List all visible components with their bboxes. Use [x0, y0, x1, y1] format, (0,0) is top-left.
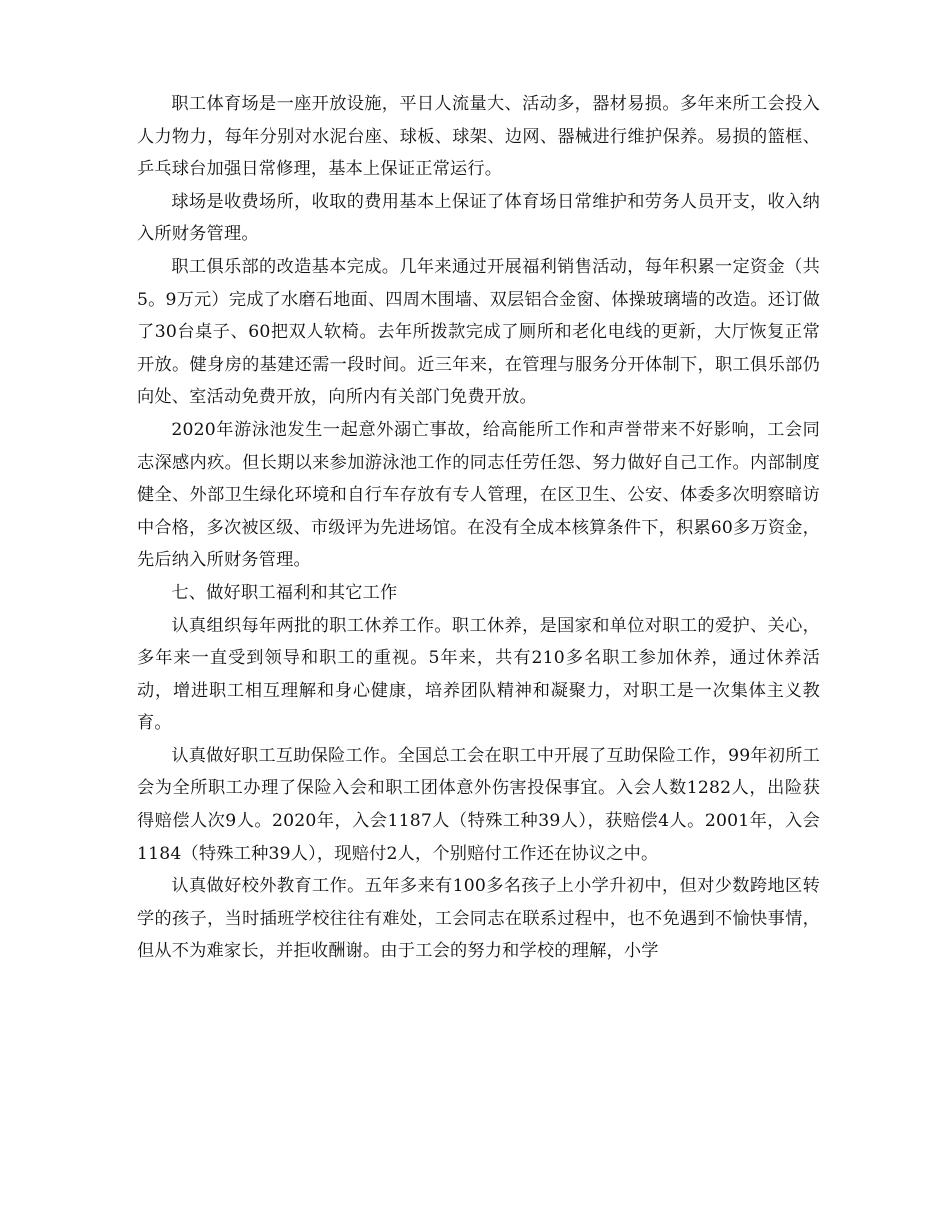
paragraph-mutual-insurance: 认真做好职工互助保险工作。全国总工会在职工中开展了互助保险工作，99年初所工会为全所职工办理了保险入会和职工团体意外伤害投保事宜。入会人数1282人，出险获得赔偿人次9人。2020年，入会1187人（特殊工种39人），获赔偿4人。2001年，入会1184（特殊工种39人），现赔付2人，个别赔付工作还在协议之中。	[137, 745, 820, 864]
paragraph-swimming-pool: 2020年游泳池发生一起意外溺亡事故，给高能所工作和声誉带来不好影响，工会同志深感内疚。但长期以来参加游泳池工作的同志任劳任怨、努力做好自己工作。内部制度健全、外部卫生绿化环境和自行车存放有专人管理，在区卫生、公安、体委多次明察暗访中合格，多次被区级、市级评为先进场馆。在没有全成本核算条件下，积累60多万资金，先后纳入所财务管理。	[137, 419, 820, 571]
paragraph-club-renovation: 职工俱乐部的改造基本完成。几年来通过开展福利销售活动，每年积累一定资金（共5。9万元）完成了水磨石地面、四周木围墙、双层铝合金窗、体操玻璃墙的改造。还订做了30台桌子、60把双人软椅。去年所拨款完成了厕所和老化电线的更新，大厅恢复正常开放。健身房的基建还需一段时间。近三年来，在管理与服务分开体制下，职工俱乐部仍向处、室活动免费开放，向所内有关部门免费开放。	[137, 256, 820, 408]
paragraph-school-education: 认真做好校外教育工作。五年多来有100多名孩子上小学升初中，但对少数跨地区转学的孩子，当时插班学校往往有难处，工会同志在联系过程中，也不免遇到不愉快事情，但从不为难家长，并拒收酬谢。由于工会的努力和学校的理解，小学	[137, 876, 820, 962]
paragraph-sports-ground: 职工体育场是一座开放设施，平日人流量大、活动多，器材易损。多年来所工会投入人力物力，每年分别对水泥台座、球板、球架、边网、器械进行维护保养。易损的篮框、乒乓球台加强日常修理，基本上保证正常运行。	[137, 94, 820, 180]
paragraph-recuperation: 认真组织每年两批的职工休养工作。职工休养，是国家和单位对职工的爱护、关心，多年来一直受到领导和职工的重视。5年来，共有210多名职工参加休养，通过休养活动，增进职工相互理解和身心健康，培养团队精神和凝聚力，对职工是一次集体主义教育。	[137, 615, 820, 734]
paragraph-court-fees: 球场是收费场所，收取的费用基本上保证了体育场日常维护和劳务人员开支，收入纳入所财务管理。	[137, 191, 820, 245]
section-heading-welfare: 七、做好职工福利和其它工作	[171, 582, 398, 603]
